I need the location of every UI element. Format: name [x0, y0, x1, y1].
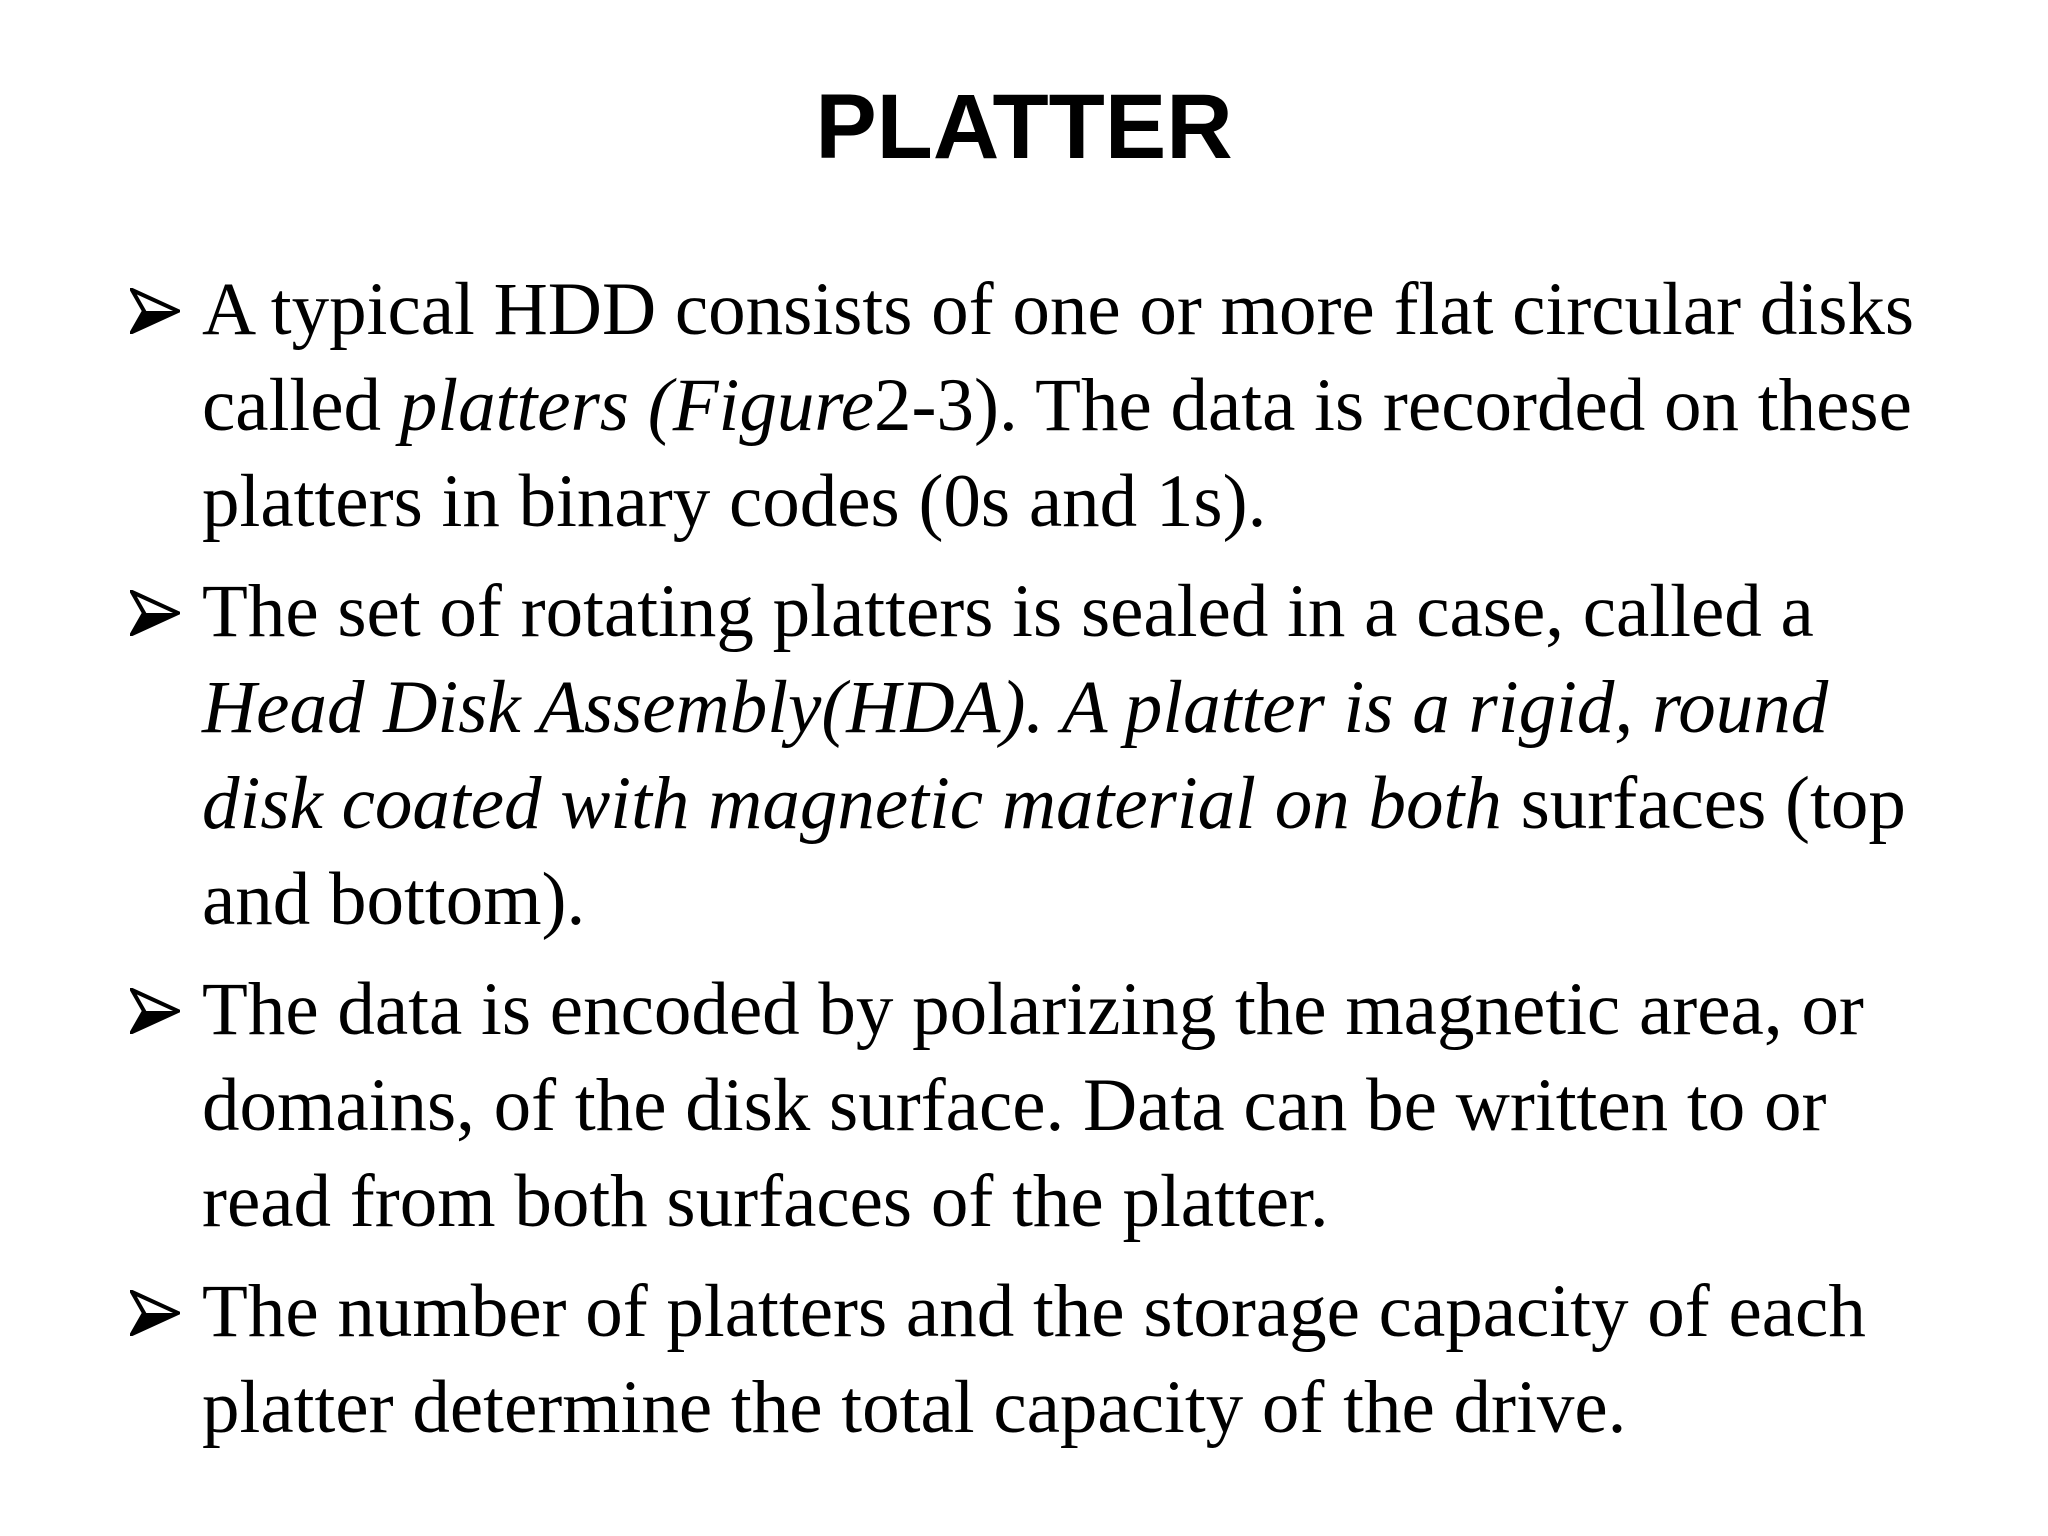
bullet-text-part: surfaces (top and bottom).	[202, 762, 1906, 941]
bullet-text-italic: platters (Figure	[399, 364, 875, 447]
bullet-text-part: The data is encoded by polarizing the magnetic area, or domains, of the disk surface. Data can be written to or read from both surfaces of the platter.	[202, 968, 1864, 1243]
arrowhead-bullet-icon	[130, 988, 180, 1034]
bullet-item-4	[130, 1264, 1960, 1456]
bullet-text	[202, 1270, 1866, 1449]
slide-title: PLATTER	[815, 76, 1233, 178]
arrowhead-bullet-icon	[130, 1290, 180, 1336]
bullet-text	[202, 570, 1906, 941]
bullet-list	[130, 262, 1960, 1470]
bullet-text	[202, 268, 1914, 543]
bullet-text-italic: Head Disk Assembly(HDA). A platter is a rigid, round disk coated with magnetic material on both	[202, 666, 1829, 845]
bullet-text-part: The number of platters and the storage capacity of each platter determine the total capacity of the drive.	[202, 1270, 1866, 1449]
bullet-text	[202, 968, 1864, 1243]
bullet-item-2	[130, 564, 1960, 948]
bullet-item-3	[130, 962, 1960, 1250]
bullet-text-part: A typical HDD consists of one or more flat circular disks called	[202, 268, 1915, 447]
bullet-text-part: The set of rotating platters is sealed in a case, called a	[202, 570, 1814, 653]
bullet-item-1	[130, 262, 1960, 550]
arrowhead-bullet-icon	[130, 288, 180, 334]
arrowhead-bullet-icon	[130, 590, 180, 636]
bullet-text-part: 2-3). The data is recorded on these platters in binary codes (0s and 1s).	[202, 364, 1912, 543]
